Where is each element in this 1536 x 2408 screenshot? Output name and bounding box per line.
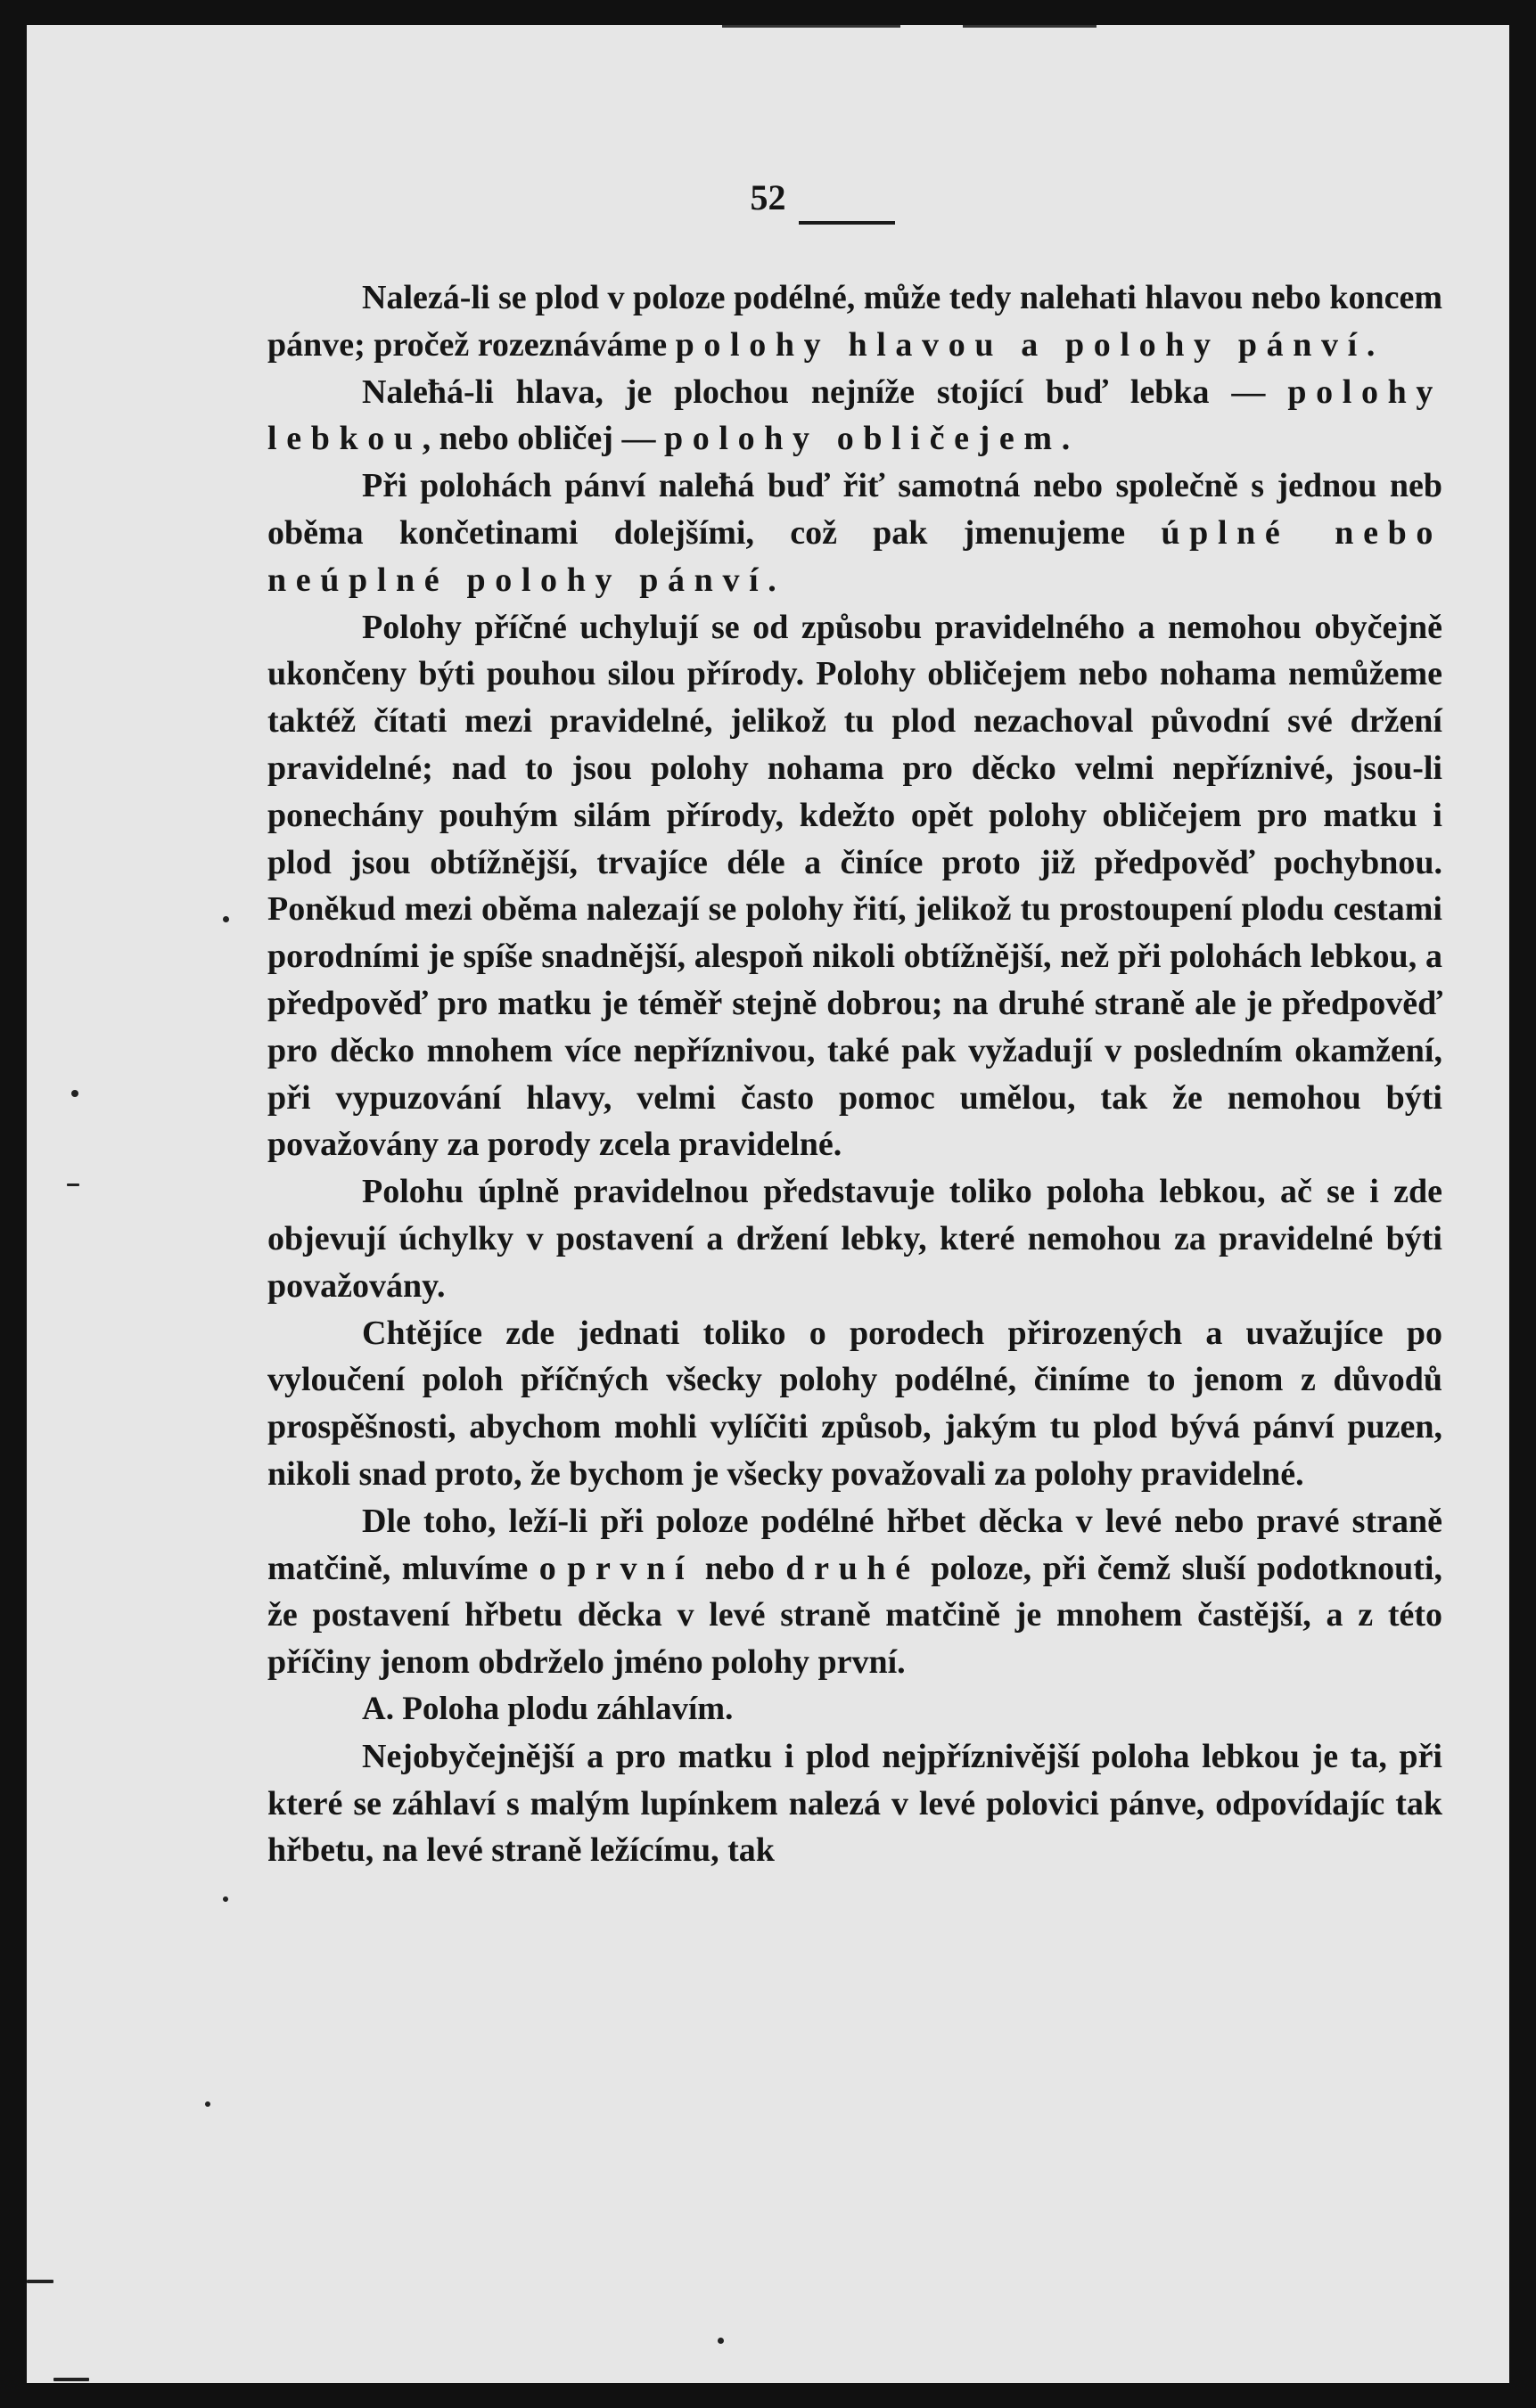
p2-emphasis-1: polohy lebkou	[267, 373, 1442, 458]
paragraph-1	[267, 274, 1442, 369]
scanned-page	[27, 25, 1509, 2383]
scan-speck	[67, 1184, 79, 1186]
page-number-rule	[799, 221, 895, 225]
body-text	[267, 274, 1442, 1874]
p7-text-mid: nebo	[694, 1549, 786, 1587]
paragraph-6: Chtějíce zde jednati toliko o porodech přirozených a uvažujíce po vyloučení poloh příčných všecky polohy podélné, činíme to jenom z důvodů prospěšnosti, abychom mohli vylíčiti způsob, jakým tu plod bývá pánví puzen, nikoli snad proto, že bychom je všecky považovali za polohy pravidelné.	[267, 1314, 1442, 1493]
scan-speck	[53, 2378, 89, 2381]
paragraph-8: Nejobyčejnější a pro matku i plod nejpříznivější poloha lebkou je ta, při které se záhlaví s malým lupínkem nalezá v levé polovici pánve, odpovídajíc tak hřbetu, na levé straně ležícímu, tak	[267, 1737, 1442, 1870]
p2-emphasis-2: polohy obličejem	[663, 420, 1062, 458]
scan-edge-mark	[963, 25, 1097, 28]
scan-speck	[71, 1090, 78, 1097]
p3-emphasis: úplné nebo neúplné polohy pánví	[267, 513, 1443, 599]
p1-emphasis: polohy hlavou a polohy pánví	[675, 325, 1367, 364]
scan-speck	[718, 2338, 724, 2344]
scan-speck	[205, 2101, 210, 2107]
p3-text-end: .	[768, 561, 776, 599]
scan-edge-mark	[722, 25, 900, 28]
p3-text: Při polohách pánví naleħá buď řiť samotná nebo společně s jednou neb oběma končetinami dolejšími, což pak jmenujeme	[267, 467, 1442, 552]
p7-text-end: poloze, při čemž sluší podotknouti, že postavení hřbetu děcka v levé straně matčině je mnohem častější, a z této příčiny jenom obdrželo jméno polohy první.	[267, 1549, 1442, 1682]
p7-emphasis-2: druhé	[785, 1549, 920, 1587]
p1-text-end: .	[1366, 325, 1376, 364]
scan-speck	[223, 916, 229, 922]
page-number: 52	[750, 177, 786, 217]
paragraph-7	[267, 1498, 1442, 1686]
scan-speck	[27, 2280, 53, 2283]
p1-text: Nalezá-li se plod v poloze podélné, může tedy nalehati hlavou nebo koncem pánve; pročež rozeznáváme	[267, 279, 1442, 364]
p2-text-mid: , nebo obličej —	[422, 420, 664, 458]
paragraph-3	[267, 463, 1442, 603]
paragraph-2	[267, 369, 1442, 463]
p2-text-end: .	[1061, 420, 1071, 458]
p7-emphasis-1: první	[567, 1549, 694, 1587]
paragraph-5: Polohu úplně pravidelnou představuje toliko poloha lebkou, ač se i zde objevují úchylky v postavení a držení lebky, které nemohou za pravidelné býti považovány.	[267, 1173, 1442, 1305]
section-heading: A. Poloha plodu záhlavím.	[362, 1690, 734, 1727]
p2-text: Naleħá-li hlava, je plochou nejníže stojící buď lebka —	[362, 373, 1288, 411]
scan-speck	[223, 1896, 228, 1902]
p7-text: Dle toho, leží-li při poloze podélné hřbet děcka v levé nebo pravé straně matčině, mluvíme o	[267, 1502, 1442, 1587]
paragraph-4: Polohy příčné uchylují se od způsobu pravidelného a nemohou obyčejně ukončeny býti pouhou silou přírody. Polohy obličejem nebo nohama nemůžeme taktéž čítati mezi pravidelné, jelikož tu plod nezachoval původní své držení pravidelné; nad to jsou polohy nohama pro děcko velmi nepříznivé, jsou-li ponechány pouhým silám přírody, kdežto opět polohy obličejem pro matku i plod jsou obtížnější, trvajíce déle a činíce proto již předpověď pochybnou. Poněkud mezi oběma nalezají se polohy řití, jelikož tu prostoupení plodu cestami porodními je spíše snadnější, alespoň nikoli obtížnější, než při polohách lebkou, a předpověď pro matku je téměř stejně dobrou; na druhé straně ale je předpověď pro děcko mnohem více nepříznivou, také pak vyžadují v posledním okamžení, při vypuzování hlavy, velmi často pomoc umělou, tak že nemohou býti považovány za porody zcela pravidelné.	[267, 608, 1442, 1164]
